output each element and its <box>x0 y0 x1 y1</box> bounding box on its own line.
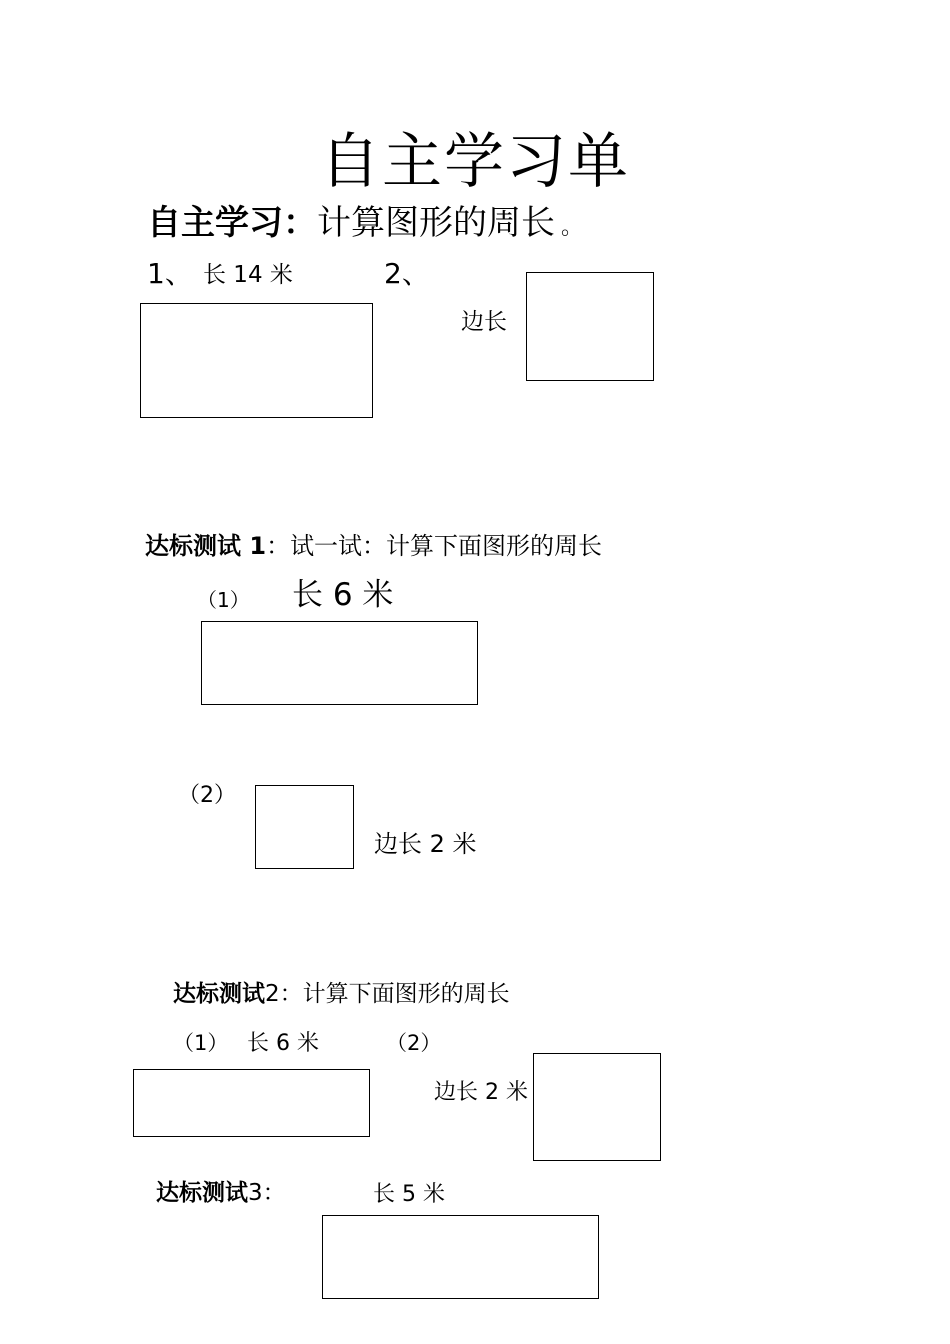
test1-instruction: 试一试：计算下面图形的周长 <box>290 532 603 560</box>
square-shape <box>255 785 354 869</box>
test2-heading <box>173 983 510 1006</box>
self-study-label: 自主学习： <box>147 203 317 243</box>
test1-colon: ： <box>266 532 291 560</box>
self-study-item1-number: 1、 <box>147 257 193 290</box>
test2-item2-label: 边长 2 米 <box>434 1080 528 1105</box>
test3-label: 达标测试 <box>156 1180 248 1206</box>
self-study-item1-label: 长 14 米 <box>203 262 293 288</box>
test3-item-label: 长 5 米 <box>373 1182 445 1207</box>
test2-item1-number: （1） <box>173 1031 229 1055</box>
square-shape <box>526 272 654 381</box>
test2-suffix: 2：计算下面图形的周长 <box>265 981 510 1007</box>
test3-heading <box>156 1182 286 1205</box>
rectangle-shape <box>322 1215 599 1299</box>
test1-heading <box>145 534 602 558</box>
test1-item2-number: （2） <box>178 783 236 808</box>
page-title: 自主学习单 <box>320 127 630 197</box>
test1-item1-label: 长 6 米 <box>292 577 394 613</box>
rectangle-shape <box>140 303 373 418</box>
test1-item2-label: 边长 2 米 <box>374 830 477 858</box>
rectangle-shape <box>201 621 478 705</box>
self-study-instruction: 计算图形的周长 <box>317 203 555 243</box>
self-study-heading <box>147 203 584 243</box>
self-study-item2-label: 边长 <box>461 309 507 335</box>
test2-item1-label: 长 6 米 <box>247 1031 319 1056</box>
square-shape <box>533 1053 661 1161</box>
self-study-period: 。 <box>561 215 584 240</box>
test2-label: 达标测试 <box>173 981 265 1007</box>
test2-item2-number: （2） <box>386 1031 442 1055</box>
test1-item1-number: （1） <box>197 588 250 612</box>
rectangle-shape <box>133 1069 370 1137</box>
test1-label: 达标测试 1 <box>145 532 267 560</box>
self-study-item2-number: 2、 <box>384 257 430 290</box>
test3-suffix: 3： <box>248 1180 286 1206</box>
